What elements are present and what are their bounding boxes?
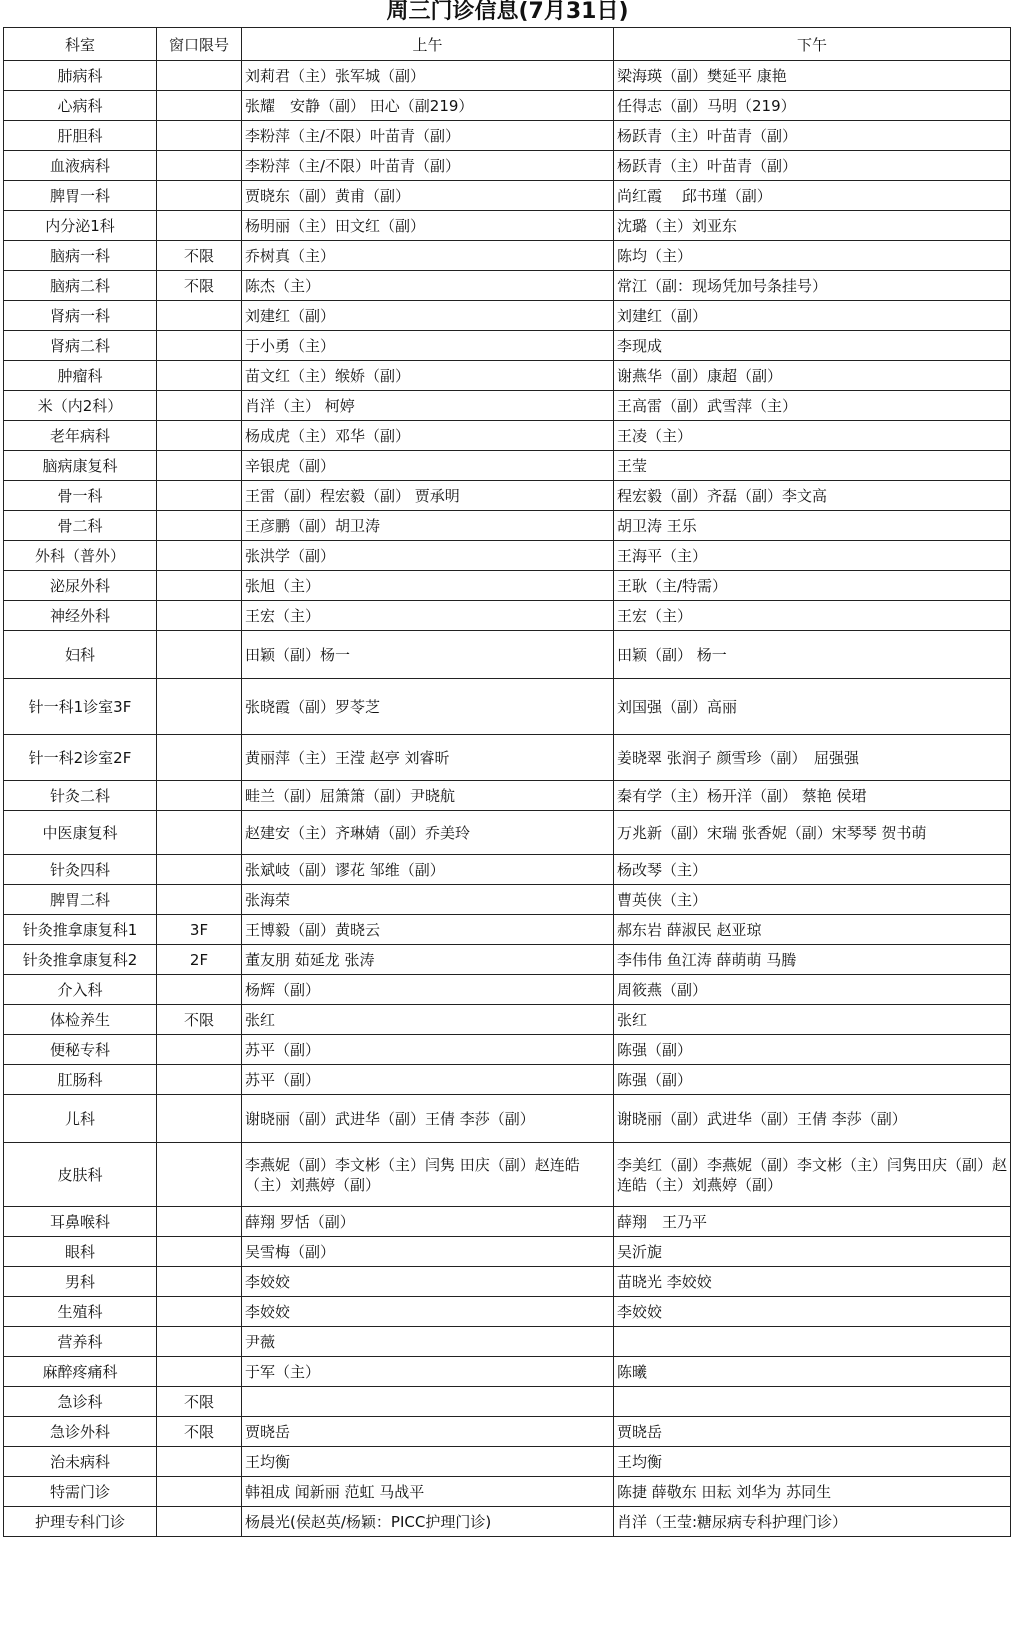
dept-cell: 治未病科	[4, 1447, 157, 1477]
dept-cell: 男科	[4, 1267, 157, 1297]
table-row	[4, 1387, 1011, 1417]
limit-cell	[157, 1267, 242, 1297]
afternoon-cell: 李姣姣	[614, 1297, 1011, 1327]
limit-cell	[157, 211, 242, 241]
afternoon-cell: 王凌（主）	[614, 421, 1011, 451]
dept-cell: 特需门诊	[4, 1477, 157, 1507]
limit-cell	[157, 1065, 242, 1095]
morning-cell: 杨晨光(侯赵英/杨颖：PICC护理门诊)	[242, 1507, 614, 1537]
dept-cell: 内分泌1科	[4, 211, 157, 241]
table-row	[4, 631, 1011, 679]
limit-cell	[157, 855, 242, 885]
afternoon-cell	[614, 1327, 1011, 1357]
afternoon-cell: 张红	[614, 1005, 1011, 1035]
morning-cell: 辛银虎（副）	[242, 451, 614, 481]
table-row	[4, 451, 1011, 481]
table-row	[4, 1267, 1011, 1297]
table-row	[4, 1447, 1011, 1477]
table-row	[4, 421, 1011, 451]
dept-cell: 针灸推拿康复科1	[4, 915, 157, 945]
header-morning: 上午	[242, 28, 614, 61]
morning-cell: 李姣姣	[242, 1267, 614, 1297]
afternoon-cell: 沈璐（主）刘亚东	[614, 211, 1011, 241]
dept-cell: 便秘专科	[4, 1035, 157, 1065]
afternoon-cell: 梁海瑛（副）樊延平 康艳	[614, 61, 1011, 91]
table-row	[4, 679, 1011, 735]
morning-cell: 张旭（主）	[242, 571, 614, 601]
dept-cell: 外科（普外）	[4, 541, 157, 571]
dept-cell: 儿科	[4, 1095, 157, 1143]
table-row	[4, 211, 1011, 241]
header-afternoon: 下午	[614, 28, 1011, 61]
dept-cell: 针一科1诊室3F	[4, 679, 157, 735]
dept-cell: 脑病康复科	[4, 451, 157, 481]
morning-cell: 吴雪梅（副）	[242, 1237, 614, 1267]
limit-cell	[157, 1237, 242, 1267]
table-row	[4, 121, 1011, 151]
table-row	[4, 1417, 1011, 1447]
limit-cell	[157, 181, 242, 211]
limit-cell	[157, 331, 242, 361]
morning-cell: 于军（主）	[242, 1357, 614, 1387]
afternoon-cell: 谢燕华（副）康超（副）	[614, 361, 1011, 391]
afternoon-cell: 王海平（主）	[614, 541, 1011, 571]
afternoon-cell: 薛翔 王乃平	[614, 1207, 1011, 1237]
table-row	[4, 91, 1011, 121]
morning-cell: 畦兰（副）屈箫箫（副）尹晓航	[242, 781, 614, 811]
morning-cell: 李粉萍（主/不限）叶苗青（副）	[242, 121, 614, 151]
afternoon-cell: 程宏毅（副）齐磊（副）李文高	[614, 481, 1011, 511]
morning-cell: 薛翔 罗恬（副）	[242, 1207, 614, 1237]
afternoon-cell: 苗晓光 李姣姣	[614, 1267, 1011, 1297]
morning-cell: 乔树真（主）	[242, 241, 614, 271]
afternoon-cell: 肖洋（王莹:糖尿病专科护理门诊）	[614, 1507, 1011, 1537]
table-row	[4, 735, 1011, 781]
table-row	[4, 975, 1011, 1005]
limit-cell: 3F	[157, 915, 242, 945]
table-row	[4, 1507, 1011, 1537]
morning-cell: 王均衡	[242, 1447, 614, 1477]
morning-cell: 苏平（副）	[242, 1035, 614, 1065]
dept-cell: 神经外科	[4, 601, 157, 631]
dept-cell: 生殖科	[4, 1297, 157, 1327]
dept-cell: 营养科	[4, 1327, 157, 1357]
afternoon-cell: 刘国强（副）高丽	[614, 679, 1011, 735]
limit-cell	[157, 1143, 242, 1207]
limit-cell	[157, 61, 242, 91]
limit-cell	[157, 631, 242, 679]
afternoon-cell: 王均衡	[614, 1447, 1011, 1477]
table-row	[4, 541, 1011, 571]
afternoon-cell: 陈均（主）	[614, 241, 1011, 271]
header-row	[4, 28, 1011, 61]
table-row	[4, 1327, 1011, 1357]
dept-cell: 耳鼻喉科	[4, 1207, 157, 1237]
limit-cell	[157, 541, 242, 571]
afternoon-cell: 王宏（主）	[614, 601, 1011, 631]
morning-cell: 李姣姣	[242, 1297, 614, 1327]
table-row	[4, 811, 1011, 855]
afternoon-cell: 李美红（副）李燕妮（副）李文彬（主）闫隽田庆（副）赵连皓（主）刘燕婷（副）	[614, 1143, 1011, 1207]
table-row	[4, 1005, 1011, 1035]
morning-cell	[242, 1387, 614, 1417]
afternoon-cell	[614, 1387, 1011, 1417]
limit-cell	[157, 1507, 242, 1537]
morning-cell: 李燕妮（副）李文彬（主）闫隽 田庆（副）赵连皓（主）刘燕婷（副）	[242, 1143, 614, 1207]
limit-cell	[157, 511, 242, 541]
limit-cell	[157, 1477, 242, 1507]
dept-cell: 肝胆科	[4, 121, 157, 151]
morning-cell: 张斌岐（副）谬花 邹维（副）	[242, 855, 614, 885]
dept-cell: 肿瘤科	[4, 361, 157, 391]
morning-cell: 刘建红（副）	[242, 301, 614, 331]
afternoon-cell: 王耿（主/特需）	[614, 571, 1011, 601]
table-row	[4, 361, 1011, 391]
dept-cell: 血液病科	[4, 151, 157, 181]
afternoon-cell: 万兆新（副）宋瑞 张香妮（副）宋琴琴 贺书萌	[614, 811, 1011, 855]
table-row	[4, 945, 1011, 975]
dept-cell: 肾病二科	[4, 331, 157, 361]
afternoon-cell: 吴沂旎	[614, 1237, 1011, 1267]
dept-cell: 急诊科	[4, 1387, 157, 1417]
table-row	[4, 1297, 1011, 1327]
limit-cell: 不限	[157, 1387, 242, 1417]
dept-cell: 泌尿外科	[4, 571, 157, 601]
limit-cell	[157, 1327, 242, 1357]
morning-cell: 韩祖成 闻新丽 范虹 马战平	[242, 1477, 614, 1507]
morning-cell: 刘莉君（主）张军城（副）	[242, 61, 614, 91]
morning-cell: 杨辉（副）	[242, 975, 614, 1005]
limit-cell	[157, 885, 242, 915]
limit-cell: 不限	[157, 271, 242, 301]
morning-cell: 黄丽萍（主）王滢 赵亭 刘睿昕	[242, 735, 614, 781]
table-row	[4, 481, 1011, 511]
afternoon-cell: 陈捷 薛敬东 田耘 刘华为 苏同生	[614, 1477, 1011, 1507]
afternoon-cell: 李现成	[614, 331, 1011, 361]
dept-cell: 脾胃一科	[4, 181, 157, 211]
limit-cell	[157, 151, 242, 181]
afternoon-cell: 刘建红（副）	[614, 301, 1011, 331]
afternoon-cell: 任得志（副）马明（219）	[614, 91, 1011, 121]
afternoon-cell: 尚红霞 邱书瑾（副）	[614, 181, 1011, 211]
dept-cell: 米（内2科）	[4, 391, 157, 421]
table-row	[4, 511, 1011, 541]
limit-cell	[157, 1357, 242, 1387]
dept-cell: 体检养生	[4, 1005, 157, 1035]
dept-cell: 肾病一科	[4, 301, 157, 331]
morning-cell: 王雷（副）程宏毅（副） 贾承明	[242, 481, 614, 511]
morning-cell: 杨明丽（主）田文红（副）	[242, 211, 614, 241]
table-row	[4, 915, 1011, 945]
afternoon-cell: 王莹	[614, 451, 1011, 481]
limit-cell	[157, 781, 242, 811]
dept-cell: 针灸二科	[4, 781, 157, 811]
table-row	[4, 885, 1011, 915]
limit-cell	[157, 679, 242, 735]
dept-cell: 麻醉疼痛科	[4, 1357, 157, 1387]
morning-cell: 尹薇	[242, 1327, 614, 1357]
morning-cell: 田颖（副）杨一	[242, 631, 614, 679]
dept-cell: 急诊外科	[4, 1417, 157, 1447]
limit-cell	[157, 391, 242, 421]
dept-cell: 介入科	[4, 975, 157, 1005]
dept-cell: 针一科2诊室2F	[4, 735, 157, 781]
limit-cell: 不限	[157, 241, 242, 271]
limit-cell	[157, 735, 242, 781]
dept-cell: 皮肤科	[4, 1143, 157, 1207]
limit-cell	[157, 481, 242, 511]
limit-cell	[157, 121, 242, 151]
table-row	[4, 601, 1011, 631]
limit-cell: 不限	[157, 1417, 242, 1447]
afternoon-cell: 王高雷（副）武雪萍（主）	[614, 391, 1011, 421]
morning-cell: 张海荣	[242, 885, 614, 915]
morning-cell: 杨成虎（主）邓华（副）	[242, 421, 614, 451]
limit-cell	[157, 1297, 242, 1327]
dept-cell: 肺病科	[4, 61, 157, 91]
afternoon-cell: 曹英侠（主）	[614, 885, 1011, 915]
table-row	[4, 571, 1011, 601]
dept-cell: 肛肠科	[4, 1065, 157, 1095]
dept-cell: 妇科	[4, 631, 157, 679]
table-row	[4, 61, 1011, 91]
limit-cell	[157, 601, 242, 631]
dept-cell: 骨二科	[4, 511, 157, 541]
afternoon-cell: 李伟伟 鱼江涛 薛萌萌 马腾	[614, 945, 1011, 975]
afternoon-cell: 田颖（副） 杨一	[614, 631, 1011, 679]
afternoon-cell: 郝东岩 薛淑民 赵亚琼	[614, 915, 1011, 945]
schedule-table	[3, 27, 1011, 1537]
morning-cell: 贾晓东（副）黄甫（副）	[242, 181, 614, 211]
morning-cell: 王彦鹏（副）胡卫涛	[242, 511, 614, 541]
limit-cell	[157, 91, 242, 121]
afternoon-cell: 谢晓丽（副）武进华（副）王倩 李莎（副）	[614, 1095, 1011, 1143]
morning-cell: 王宏（主）	[242, 601, 614, 631]
page-title: 周三门诊信息(7月31日)	[386, 0, 629, 24]
table-row	[4, 301, 1011, 331]
limit-cell	[157, 301, 242, 331]
limit-cell	[157, 1447, 242, 1477]
morning-cell: 陈杰（主）	[242, 271, 614, 301]
limit-cell: 不限	[157, 1005, 242, 1035]
afternoon-cell: 陈强（副）	[614, 1065, 1011, 1095]
limit-cell	[157, 571, 242, 601]
afternoon-cell: 周筱燕（副）	[614, 975, 1011, 1005]
morning-cell: 苏平（副）	[242, 1065, 614, 1095]
dept-cell: 心病科	[4, 91, 157, 121]
afternoon-cell: 贾晓岳	[614, 1417, 1011, 1447]
afternoon-cell: 秦有学（主）杨开洋（副） 蔡艳 侯珺	[614, 781, 1011, 811]
dept-cell: 针灸推拿康复科2	[4, 945, 157, 975]
header-limit: 窗口限号	[157, 28, 242, 61]
dept-cell: 脑病一科	[4, 241, 157, 271]
morning-cell: 张晓霞（副）罗苓芝	[242, 679, 614, 735]
morning-cell: 贾晓岳	[242, 1417, 614, 1447]
dept-cell: 脾胃二科	[4, 885, 157, 915]
morning-cell: 谢晓丽（副）武进华（副）王倩 李莎（副）	[242, 1095, 614, 1143]
dept-cell: 中医康复科	[4, 811, 157, 855]
afternoon-cell: 常江（副：现场凭加号条挂号）	[614, 271, 1011, 301]
table-row	[4, 781, 1011, 811]
morning-cell: 王博毅（副）黄晓云	[242, 915, 614, 945]
dept-cell: 护理专科门诊	[4, 1507, 157, 1537]
morning-cell: 于小勇（主）	[242, 331, 614, 361]
limit-cell	[157, 451, 242, 481]
afternoon-cell: 杨改琴（主）	[614, 855, 1011, 885]
table-row	[4, 181, 1011, 211]
table-row	[4, 151, 1011, 181]
morning-cell: 赵建安（主）齐琳婧（副）乔美玲	[242, 811, 614, 855]
dept-cell: 脑病二科	[4, 271, 157, 301]
limit-cell	[157, 361, 242, 391]
table-row	[4, 1035, 1011, 1065]
table-row	[4, 271, 1011, 301]
morning-cell: 张耀 安静（副） 田心（副219）	[242, 91, 614, 121]
morning-cell: 肖洋（主） 柯婷	[242, 391, 614, 421]
limit-cell	[157, 975, 242, 1005]
table-row	[4, 331, 1011, 361]
table-row	[4, 1095, 1011, 1143]
afternoon-cell: 胡卫涛 王乐	[614, 511, 1011, 541]
limit-cell	[157, 1035, 242, 1065]
limit-cell	[157, 1207, 242, 1237]
afternoon-cell: 姜晓翠 张润子 颜雪珍（副） 屈强强	[614, 735, 1011, 781]
table-row	[4, 855, 1011, 885]
header-dept: 科室	[4, 28, 157, 61]
table-row	[4, 1237, 1011, 1267]
afternoon-cell: 陈强（副）	[614, 1035, 1011, 1065]
morning-cell: 张红	[242, 1005, 614, 1035]
morning-cell: 李粉萍（主/不限）叶苗青（副）	[242, 151, 614, 181]
table-row	[4, 391, 1011, 421]
limit-cell: 2F	[157, 945, 242, 975]
table-row	[4, 241, 1011, 271]
morning-cell: 苗文红（主）缑娇（副）	[242, 361, 614, 391]
morning-cell: 张洪学（副）	[242, 541, 614, 571]
dept-cell: 针灸四科	[4, 855, 157, 885]
table-row	[4, 1065, 1011, 1095]
table-row	[4, 1143, 1011, 1207]
afternoon-cell: 杨跃青（主）叶苗青（副）	[614, 121, 1011, 151]
dept-cell: 眼科	[4, 1237, 157, 1267]
afternoon-cell: 杨跃青（主）叶苗青（副）	[614, 151, 1011, 181]
afternoon-cell: 陈曦	[614, 1357, 1011, 1387]
limit-cell	[157, 811, 242, 855]
table-row	[4, 1477, 1011, 1507]
limit-cell	[157, 421, 242, 451]
dept-cell: 老年病科	[4, 421, 157, 451]
table-row	[4, 1357, 1011, 1387]
dept-cell: 骨一科	[4, 481, 157, 511]
morning-cell: 董友朋 茹延龙 张涛	[242, 945, 614, 975]
table-row	[4, 1207, 1011, 1237]
limit-cell	[157, 1095, 242, 1143]
